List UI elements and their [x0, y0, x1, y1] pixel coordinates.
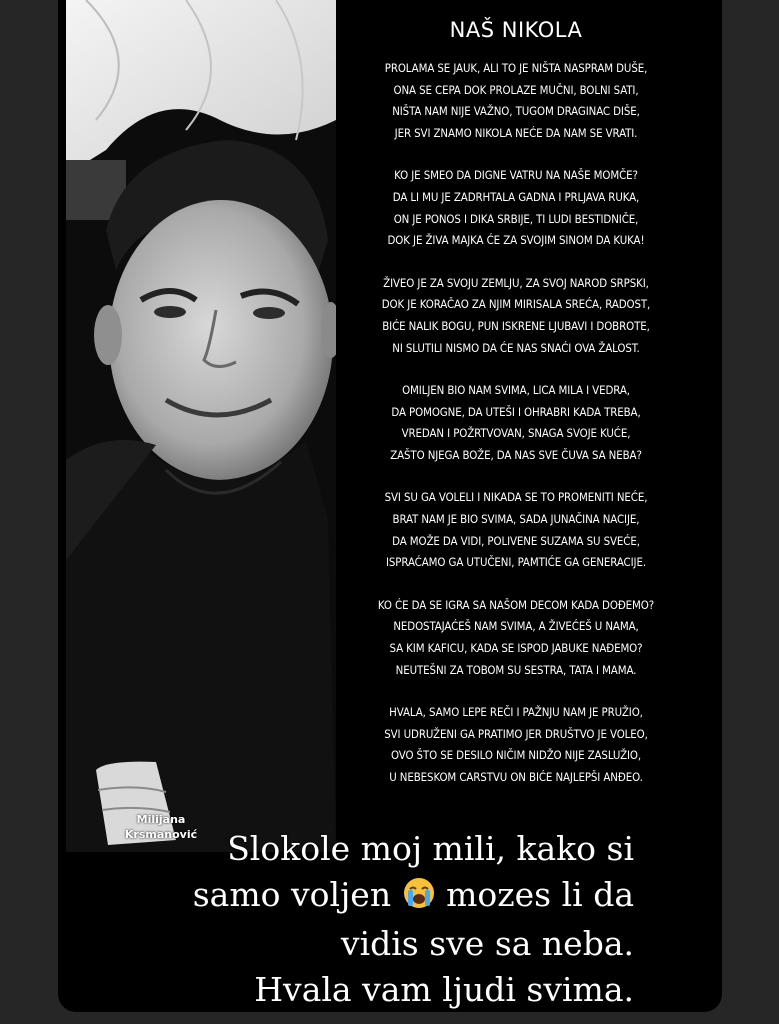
poem-line: DOK JE KORAČAO ZA NJIM MIRISALA SREĆA, RADOST, [381, 297, 651, 312]
poem-line: SA KIM KAFICU, KADA SE ISPOD JABUKE NAĐEMO? [389, 640, 643, 655]
caption-line: vidis sve sa neba. [340, 924, 634, 963]
poem-line: ISPRAĆAMO GA UTUČENI, PAMTIĆE GA GENERACIJE. [385, 555, 646, 570]
poem-stanza [340, 273, 692, 360]
poem-stanza [340, 702, 692, 789]
poem-line: BIĆE NALIK BOGU, PUN ISKRENE LJUBAVI I DOBROTE, [382, 319, 650, 334]
poem-line: NEUTEŠNI ZA TOBOM SU SESTRA, TATA I MAMA. [395, 662, 637, 677]
poem-line: KO ĆE DA SE IGRA SA NAŠOM DECOM KADA DOĐEMO? [377, 597, 655, 612]
story-card [58, 0, 722, 1012]
story-caption [174, 826, 634, 1012]
portrait-image [66, 0, 336, 852]
loudly-crying-face-icon [402, 876, 436, 922]
poem-line: ZAŠTO NJEGA BOŽE, DA NAS SVE ČUVA SA NEBA? [390, 448, 642, 463]
poem-line: SVI UDRUŽENI GA PRATIMO JER DRUŠTVO JE VOLEO, [384, 726, 648, 741]
poem-stanza [340, 380, 692, 467]
poem-line: ONA SE CEPA DOK PROLAZE MUČNI, BOLNI SATI, [393, 82, 639, 97]
poem-line: ON JE PONOS I DIKA SRBIJE, TI LUDI BESTIDNIČE, [393, 211, 639, 226]
poem-line: U NEBESKOM CARSTVU ON BIĆE NAJLEPŠI ANĐEO. [389, 769, 643, 784]
poem-line: SVI SU GA VOLELI I NIKADA SE TO PROMENITI NEĆE, [384, 490, 648, 505]
poem-line: NEDOSTAJAĆEŠ NAM SVIMA, A ŽIVEĆEŠ U NAMA, [393, 619, 639, 634]
caption-text: mozes li da [446, 874, 634, 914]
poem-stanza [340, 487, 692, 574]
poem-line: NIŠTA NAM NIJE VAŽNO, TUGOM DRAGINAC DIŠE, [392, 104, 640, 119]
poem-line: DA POMOGNE, DA UTEŠI I OHRABRI KADA TREBA, [391, 404, 641, 419]
poem-line: OVO ŠTO SE DESILO NIČIM NIDŽO NIJE ZASLUŽIO, [390, 748, 642, 763]
poem-line: PROLAMA SE JAUK, ALI TO JE NIŠTA NASPRAM DUŠE, [384, 61, 648, 75]
caption-line [174, 872, 634, 922]
watermark-line: Milijana [136, 813, 186, 826]
poem-title: NAŠ NIKOLA [449, 18, 583, 42]
poem-line: DA MOŽE DA VIDI, POLIVENE SUZAMA SU SVEĆE, [392, 533, 640, 548]
poem-line: NI SLUTILI NISMO DA ĆE NAS SNAĆI OVA ŽALOST. [392, 340, 640, 355]
poem-stanza [340, 58, 692, 145]
caption-text: samo voljen [192, 874, 392, 914]
poem-line: BRAT NAM JE BIO SVIMA, SADA JUNAČINA NACIJE, [392, 511, 640, 526]
poem-line: DOK JE ŽIVA MAJKA ĆE ZA SVOJIM SINOM DA KUKA! [387, 233, 645, 248]
watermark-line: Krsmanović [124, 828, 198, 841]
portrait-photo [66, 0, 336, 852]
poem-line: KO JE SMEO DA DIGNE VATRU NA NAŠE MOMČE? [394, 168, 638, 183]
poem-line: ŽIVEO JE ZA SVOJU ZEMLJU, ZA SVOJ NAROD SRPSKI, [383, 275, 649, 290]
poem-line: DA LI MU JE ZADRHTALA GADNA I PRLJAVA RUKA, [392, 190, 640, 205]
poem-line: OMILJEN BIO NAM SVIMA, LICA MILA I VEDRA, [402, 382, 630, 397]
poem-line: JER SVI ZNAMO NIKOLA NEĆE DA NAM SE VRATI. [394, 126, 638, 141]
poem-stanza [340, 165, 692, 252]
caption-line: Hvala vam ljudi svima. [254, 969, 634, 1009]
poem-line: HVALA, SAMO LEPE REČI I PAŽNJU NAM JE PRUŽIO, [389, 704, 643, 719]
caption-line: Slokole moj mili, kako si [227, 829, 634, 868]
poem-stanza [340, 595, 692, 682]
poem-line: VREDAN I POŽRTVOVAN, SNAGA SVOJE KUĆE, [401, 426, 631, 441]
poem [340, 18, 692, 809]
